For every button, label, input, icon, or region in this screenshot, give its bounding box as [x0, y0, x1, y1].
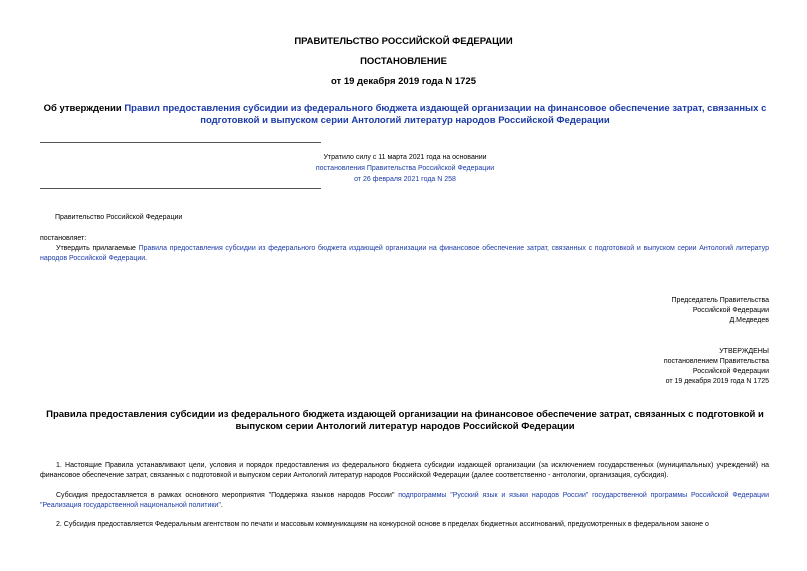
- divider-top: [40, 142, 321, 143]
- title-prefix: Об утверждении: [43, 103, 125, 114]
- repeal-date-link[interactable]: от 26 февраля 2021 года N 258: [354, 176, 456, 183]
- signature-position1: Председатель Правительства: [671, 297, 769, 304]
- rules-p2-prefix: Субсидия предоставляется в рамках основного мероприятия "Поддержка языков народов России": [56, 492, 399, 499]
- approve-prefix: Утвердить прилагаемые: [56, 245, 139, 252]
- rules-p2-program-link[interactable]: подпрограммы "Русский язык и языки народов России" государственной программы Российской Федерации "Реализация государственной национальной политики": [40, 492, 769, 509]
- repeal-note: [300, 152, 510, 185]
- preamble-decides: постановляет:: [40, 235, 87, 242]
- rules-paragraph-subsidy: [40, 491, 769, 511]
- approved-label: УТВЕРЖДЕНЫ: [719, 348, 769, 355]
- rules-p1-text: 1. Настоящие Правила устанавливают цели, условия и порядок предоставления из федерального бюджета субсидии издающей организации (за исключением государственных (муниципальных) учреждений) на финансовое обеспечение затрат, связанных с подготовкой и выпуском серии Антологий литератур народов Российской Федерации (далее соответственно - антологии, организация, субсидия).: [40, 462, 769, 479]
- rules-paragraph-1: [40, 461, 769, 481]
- repeal-line1: Утратило силу с 11 марта 2021 года на основании: [323, 154, 487, 161]
- signature-name: Д.Медведев: [729, 317, 769, 324]
- approved-block: [540, 347, 769, 387]
- document-title: [40, 103, 770, 127]
- approved-line3: от 19 декабря 2019 года N 1725: [665, 378, 769, 385]
- rules-p3-text: 2. Субсидия предоставляется Федеральным агентством по печати и массовым коммуникациям на конкурсной основе в пределах бюджетных ассигнований, предусмотренных в федеральном законе о: [56, 521, 709, 528]
- approve-rules-link[interactable]: Правила предоставления субсидии из федерального бюджета издающей организации на финансовое обеспечение затрат, связанных с подготовкой и выпуском серии Антологий литератур народов Российской Федерации: [40, 245, 769, 262]
- rules-title: Правила предоставления субсидии из федерального бюджета издающей организации на финансовое обеспечение затрат, связанных с подготовкой и выпуском серии Антологий литератур народов Российской Федерации: [46, 409, 764, 432]
- approved-line2: Российской Федерации: [692, 368, 769, 375]
- divider-bottom: [40, 188, 321, 189]
- approve-paragraph: [40, 244, 769, 264]
- signature-block: [540, 296, 769, 326]
- rules-p2-suffix: .: [220, 502, 223, 509]
- signature-position2: Российской Федерации: [692, 307, 769, 314]
- header-date: от 19 декабря 2019 года N 1725: [330, 76, 476, 87]
- approved-line1: постановлением Правительства: [663, 358, 769, 365]
- title-rules-link[interactable]: Правил предоставления субсидии из федерального бюджета издающей организации на финансовое обеспечение затрат, связанных с подготовкой и выпуском серии Антологий литератур народов Российской Федерации: [124, 103, 767, 126]
- repeal-decree-link[interactable]: постановления Правительства Российской Федерации: [315, 165, 495, 172]
- approve-suffix: .: [145, 255, 148, 262]
- preamble-government: Правительство Российской Федерации: [55, 214, 183, 221]
- header-org: ПРАВИТЕЛЬСТВО РОССИЙСКОЙ ФЕДЕРАЦИИ: [294, 36, 513, 47]
- header-doc-type: ПОСТАНОВЛЕНИЕ: [360, 56, 447, 67]
- rules-paragraph-2: [40, 520, 769, 530]
